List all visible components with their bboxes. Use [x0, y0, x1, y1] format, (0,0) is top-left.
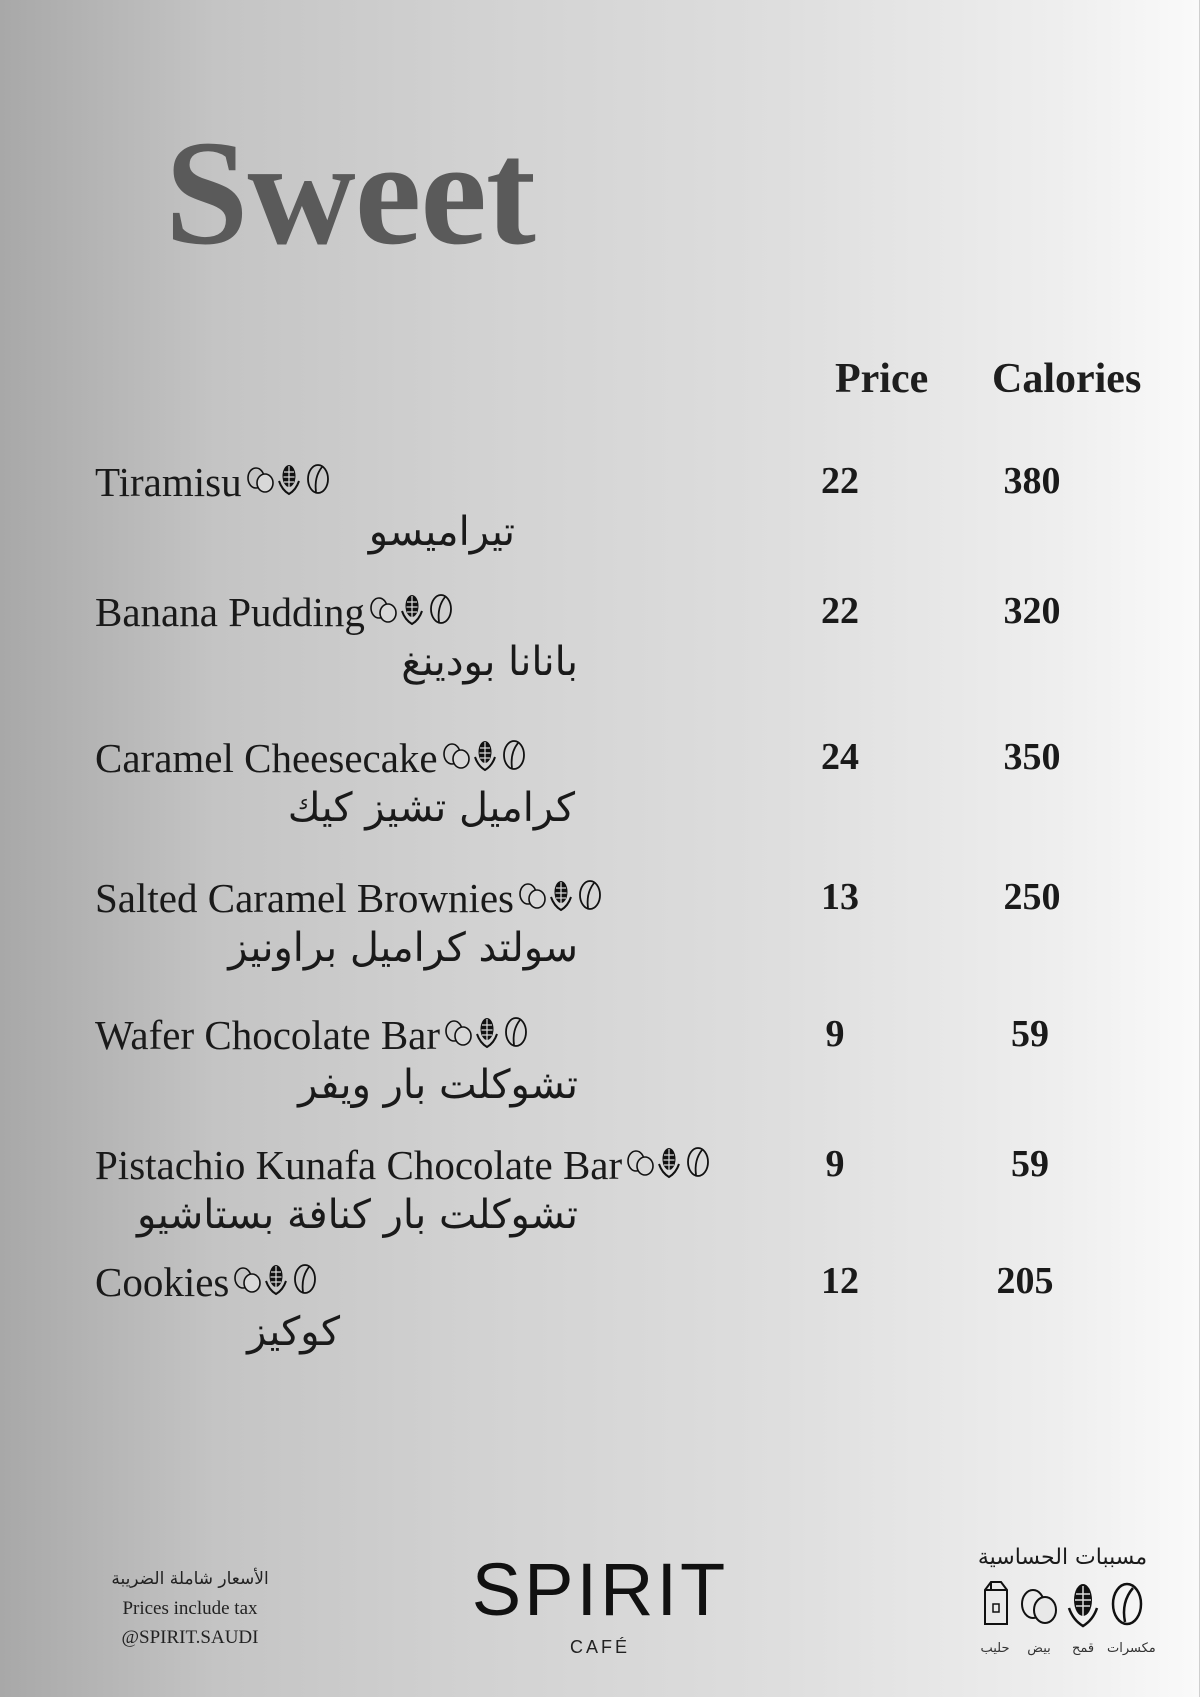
menu-item-name	[95, 1259, 319, 1305]
menu-item-arabic-name: كوكيز	[247, 1309, 340, 1355]
milk-label: حليب	[980, 1641, 1010, 1656]
menu-item-name	[95, 1142, 712, 1188]
menu-item-calories: 205	[996, 1260, 1054, 1302]
wheat-icon	[275, 462, 303, 503]
menu-item-price: 9	[825, 1013, 845, 1055]
nuts-icon	[1107, 1580, 1147, 1633]
egg-icon	[369, 592, 397, 633]
calories-column-header: Calories	[992, 356, 1142, 402]
menu-item-name-text: Tiramisu	[95, 459, 242, 505]
wheat-icon	[547, 878, 575, 919]
egg-icon	[626, 1145, 654, 1186]
egg-icon	[233, 1262, 261, 1303]
menu-item-name-text: Wafer Chocolate Bar	[95, 1012, 441, 1058]
menu-item-price: 22	[821, 590, 859, 632]
menu-item-name	[95, 459, 332, 505]
menu-item-arabic-name: بانانا بودينغ	[401, 639, 578, 685]
egg-icon	[444, 1015, 472, 1056]
menu-item-calories: 250	[1003, 876, 1061, 918]
nuts-label: مكسرات	[1107, 1641, 1156, 1656]
menu-item-arabic-name: تشوكلت بار ويفر	[298, 1062, 578, 1108]
menu-item-arabic-name: كراميل تشيز كيك	[287, 785, 575, 831]
logo-subtitle: CAFÉ	[569, 1637, 630, 1657]
menu-item-name	[95, 735, 528, 781]
egg-icon	[442, 738, 470, 779]
page-title: Sweet	[165, 110, 535, 276]
menu-item-name-text: Banana Pudding	[95, 589, 365, 635]
wheat-icon	[262, 1262, 290, 1303]
menu-item-calories: 59	[1011, 1013, 1049, 1055]
menu-item-calories: 59	[1011, 1143, 1049, 1185]
allergen-legend	[975, 1545, 1175, 1656]
tax-note: Prices include tax	[122, 1598, 258, 1619]
menu-item-calories: 380	[1003, 460, 1061, 502]
wheat-icon	[655, 1145, 683, 1186]
egg-icon	[1019, 1580, 1059, 1633]
nuts-icon	[502, 1015, 530, 1056]
nuts-icon	[304, 462, 332, 503]
menu-item-price: 22	[821, 460, 859, 502]
menu-item-calories: 350	[1003, 736, 1061, 778]
price-column-header: Price	[835, 356, 929, 402]
menu-item-name-text: Pistachio Kunafa Chocolate Bar	[95, 1142, 623, 1188]
egg-icon	[246, 462, 274, 503]
menu-item-name	[95, 1012, 530, 1058]
tax-note-arabic: الأسعار شاملة الضريبة	[111, 1569, 269, 1589]
wheat-icon	[398, 592, 426, 633]
menu-item-name-text: Caramel Cheesecake	[95, 735, 438, 781]
allergen-icons	[444, 1015, 530, 1056]
wheat-icon	[473, 1015, 501, 1056]
spirit-cafe-logo	[460, 1548, 740, 1658]
nuts-icon	[291, 1262, 319, 1303]
allergen-icons	[233, 1262, 319, 1303]
allergen-icons	[442, 738, 528, 779]
nuts-icon	[500, 738, 528, 779]
milk-icon	[975, 1580, 1015, 1633]
menu-item-arabic-name: سولتد كراميل براونيز	[228, 925, 578, 971]
menu-item-name	[95, 589, 455, 635]
allergen-legend-labels	[975, 1641, 1175, 1656]
allergen-legend-icons	[975, 1580, 1175, 1633]
menu-item-name-text: Cookies	[95, 1259, 230, 1305]
allergen-legend-title: مسببات الحساسية	[977, 1545, 1148, 1570]
allergen-icons	[369, 592, 455, 633]
wheat-icon	[1063, 1580, 1103, 1633]
nuts-icon	[427, 592, 455, 633]
wheat-label: قمح	[1071, 1641, 1095, 1656]
menu-item-price: 9	[825, 1143, 845, 1185]
nuts-icon	[576, 878, 604, 919]
menu-item-arabic-name: تيراميسو	[368, 509, 515, 555]
footer-info	[90, 1565, 290, 1652]
menu-item-price: 13	[821, 876, 859, 918]
menu-item-name	[95, 875, 604, 921]
logo-wordmark: SPIRIT	[471, 1548, 729, 1631]
allergen-icons	[246, 462, 332, 503]
wheat-icon	[471, 738, 499, 779]
menu-item-arabic-name: تشوكلت بار كنافة بستاشيو	[136, 1192, 578, 1238]
menu-item-price: 24	[821, 736, 859, 778]
menu-item-name-text: Salted Caramel Brownies	[95, 875, 515, 921]
nuts-icon	[684, 1145, 712, 1186]
egg-icon	[518, 878, 546, 919]
allergen-icons	[626, 1145, 712, 1186]
allergen-icons	[518, 878, 604, 919]
instagram-handle: @SPIRIT.SAUDI	[121, 1627, 259, 1648]
menu-item-calories: 320	[1003, 590, 1061, 632]
menu-item-price: 12	[821, 1260, 859, 1302]
egg-label: بيض	[1027, 1641, 1051, 1656]
